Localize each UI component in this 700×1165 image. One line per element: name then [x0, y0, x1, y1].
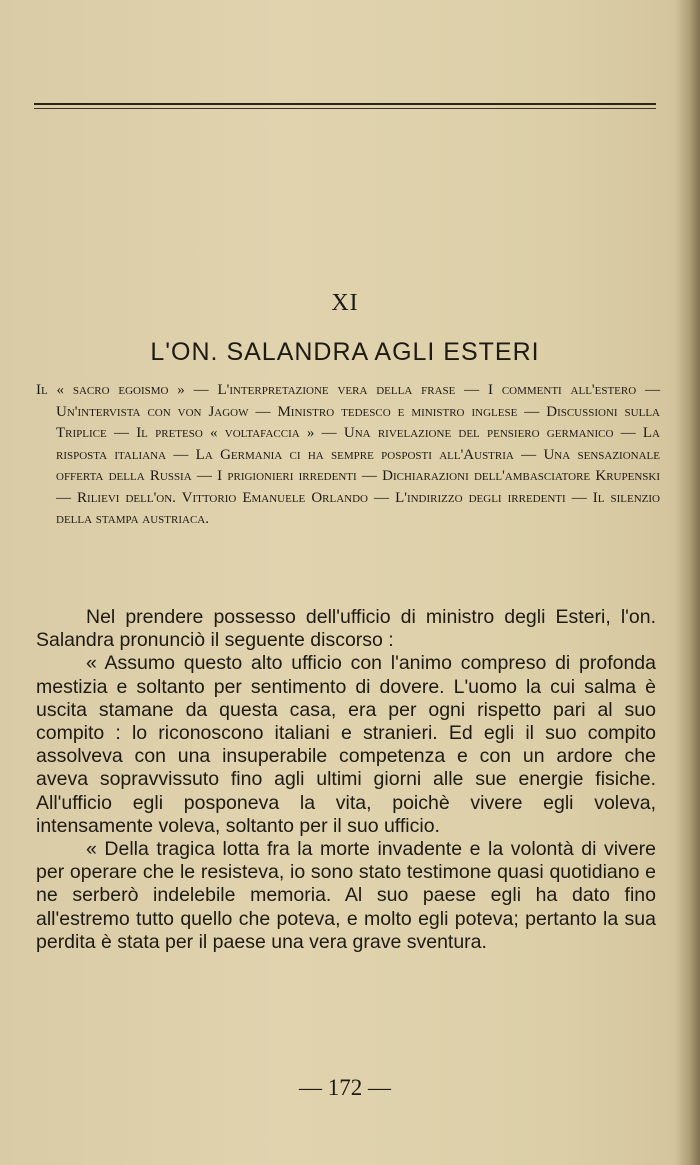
- header-rule-thick: [34, 103, 656, 105]
- page-number: — 172 —: [299, 1075, 391, 1100]
- page-edge-shadow: [676, 0, 700, 1165]
- chapter-title: L'ON. SALANDRA AGLI ESTERI: [150, 338, 540, 366]
- paragraph-2: « Assumo questo alto ufficio con l'animo compreso di profonda mestizia e soltanto per sentimento di dovere. L'uomo la cui salma è uscita stamane da questa casa, era per ogni rispetto pari al suo compito : lo riconoscono italiani e stranieri. Ed egli il suo compito assolveva con una insuperabile competenza e con un ardore che aveva sopravvissuto fino agli ultimi giorni alle sue energie fisiche. All'ufficio egli posponeva la vita, poichè vivere egli voleva, intensamente voleva, soltanto per il suo ufficio.: [36, 652, 656, 837]
- chapter-summary: Il « sacro egoismo » — L'interpretazione vera della frase — I commenti all'estero — Un'intervista con von Jagow — Ministro tedesco e ministro inglese — Discussioni sulla Triplice — Il preteso « voltafaccia » — Una rivelazione del pensiero germanico — La risposta italiana — La Germania ci ha sempre posposti all'Austria — Una sensazionale offerta della Russia — I prigionieri irredenti — Dichiarazioni dell'ambasciatore Krupenski — Rilievi dell'on. Vittorio Emanuele Orlando — L'indirizzo degli irredenti — Il silenzio della stampa austriaca.: [36, 382, 660, 527]
- body-text: [36, 606, 656, 954]
- paragraph-3: « Della tragica lotta fra la morte invadente e la volontà di vivere per operare che le resisteva, io sono stato testimone quasi quotidiano e ne serberò indelebile memoria. Al suo paese egli ha dato fino all'estremo tutto quello che poteva, e molto egli poteva; pertanto la sua perdita è stata per il paese una vera grave sventura.: [36, 838, 656, 953]
- paragraph-1: Nel prendere possesso dell'ufficio di ministro degli Esteri, l'on. Salandra pronunciò il seguente discorso :: [36, 606, 656, 652]
- header-rule-thin: [34, 108, 656, 109]
- chapter-number: XI: [331, 290, 359, 316]
